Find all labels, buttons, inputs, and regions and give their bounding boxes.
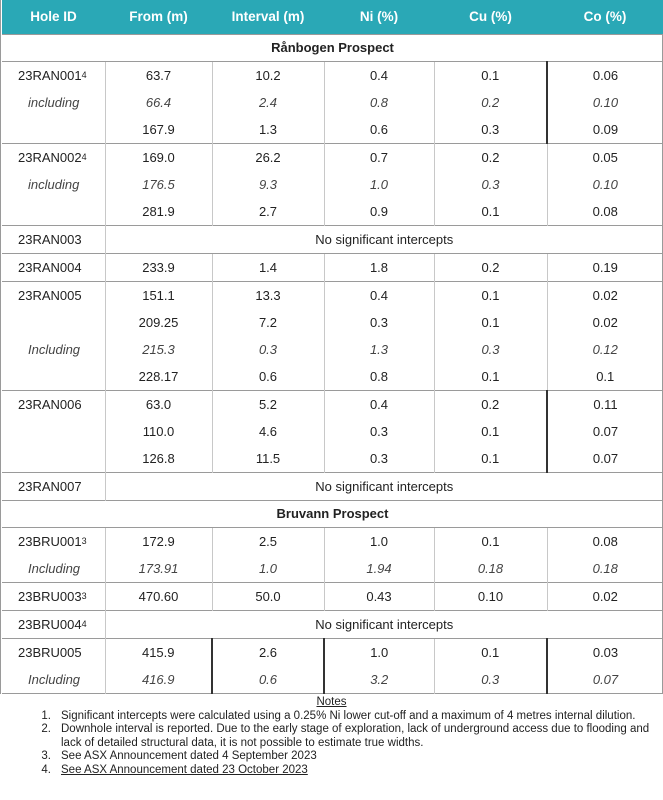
table-row bbox=[2, 336, 663, 363]
ni-cell: 0.8 bbox=[324, 363, 434, 391]
note-item bbox=[1, 723, 652, 750]
table-row bbox=[2, 528, 663, 556]
table-row bbox=[2, 639, 663, 667]
hole-id-cell: 23RAN004 bbox=[2, 254, 105, 282]
notes-title: Notes bbox=[316, 696, 347, 708]
cu-cell: 0.3 bbox=[434, 666, 547, 694]
interval-cell: 13.3 bbox=[212, 282, 324, 310]
cu-cell: 0.18 bbox=[434, 555, 547, 583]
table-row bbox=[2, 89, 663, 116]
hole-id-cell: including bbox=[28, 94, 80, 110]
table-row bbox=[2, 254, 663, 282]
ni-cell: 0.7 bbox=[324, 144, 434, 172]
ni-cell: 0.3 bbox=[324, 418, 434, 445]
note-item bbox=[1, 750, 652, 764]
ni-cell: 0.9 bbox=[324, 198, 434, 226]
note-number: 4. bbox=[41, 763, 51, 776]
table-row bbox=[2, 309, 663, 336]
hole-id-cell bbox=[2, 418, 105, 445]
interval-cell: 2.7 bbox=[212, 198, 324, 226]
cu-cell: 0.2 bbox=[434, 254, 547, 282]
from-cell: 110.0 bbox=[105, 418, 212, 445]
ni-cell: 0.43 bbox=[324, 583, 434, 611]
co-cell: 0.11 bbox=[547, 391, 663, 419]
interval-cell: 2.6 bbox=[212, 639, 324, 667]
from-cell: 172.9 bbox=[105, 528, 212, 556]
note-link[interactable]: See ASX Announcement dated 23 October 2023 bbox=[61, 763, 308, 776]
interval-cell: 10.2 bbox=[212, 62, 324, 90]
cu-cell: 0.1 bbox=[434, 198, 547, 226]
table-row bbox=[2, 445, 663, 473]
note-number: 3. bbox=[41, 750, 51, 762]
ni-cell: 0.8 bbox=[324, 89, 434, 116]
drill-intercepts-table bbox=[2, 0, 663, 694]
co-cell: 0.19 bbox=[547, 254, 663, 282]
interval-cell: 0.3 bbox=[212, 336, 324, 363]
hole-id-cell: 23RAN006 bbox=[2, 391, 105, 419]
co-cell: 0.1 bbox=[547, 363, 663, 391]
note-number: 1. bbox=[41, 709, 51, 722]
table-row bbox=[2, 198, 663, 226]
note-text: Significant intercepts were calculated using a 0.25% Ni lower cut-off and a maximum of 4 metres internal dilution. bbox=[61, 709, 636, 722]
co-cell: 0.02 bbox=[547, 583, 663, 611]
co-cell: 0.18 bbox=[547, 555, 663, 583]
table-row bbox=[2, 555, 663, 583]
from-cell: 415.9 bbox=[105, 639, 212, 667]
hole-id-cell bbox=[2, 363, 105, 391]
ni-cell: 0.6 bbox=[324, 116, 434, 144]
hole-id-cell bbox=[2, 198, 105, 226]
interval-cell: 26.2 bbox=[212, 144, 324, 172]
co-cell: 0.08 bbox=[547, 198, 663, 226]
ni-cell: 1.8 bbox=[324, 254, 434, 282]
from-cell: 173.91 bbox=[105, 555, 212, 583]
hole-id-cell: 23RAN005 bbox=[2, 282, 105, 310]
cu-cell: 0.1 bbox=[434, 282, 547, 310]
co-cell: 0.09 bbox=[547, 116, 663, 144]
table-row bbox=[2, 62, 663, 90]
interval-cell: 0.6 bbox=[212, 363, 324, 391]
cu-cell: 0.1 bbox=[434, 639, 547, 667]
from-cell: 167.9 bbox=[105, 116, 212, 144]
table-row bbox=[2, 363, 663, 391]
hole-id-cell bbox=[2, 309, 105, 336]
ni-cell: 0.3 bbox=[324, 445, 434, 473]
co-cell: 0.02 bbox=[547, 309, 663, 336]
table-row bbox=[2, 116, 663, 144]
co-cell: 0.07 bbox=[547, 666, 663, 694]
ni-cell: 1.0 bbox=[324, 639, 434, 667]
hole-id-cell: Including bbox=[28, 560, 81, 576]
note-text: See ASX Announcement dated 4 September 2023 bbox=[61, 750, 317, 762]
hole-id-cell: Including bbox=[28, 341, 81, 357]
note-item bbox=[1, 764, 652, 778]
hole-id-cell: 23BRU005 bbox=[2, 639, 105, 667]
ni-cell: 1.0 bbox=[324, 171, 434, 198]
from-cell: 66.4 bbox=[105, 89, 212, 116]
note-number: 2. bbox=[41, 723, 51, 735]
hole-id-cell: $23RAN002^4$ bbox=[2, 144, 105, 172]
table-row bbox=[2, 171, 663, 198]
cu-cell: 0.1 bbox=[434, 309, 547, 336]
cu-cell: 0.1 bbox=[434, 528, 547, 556]
interval-cell: 2.4 bbox=[212, 89, 324, 116]
section-row-ranbogen bbox=[2, 35, 663, 62]
ni-cell: 1.0 bbox=[324, 528, 434, 556]
table-row bbox=[2, 611, 663, 639]
interval-cell: 11.5 bbox=[212, 445, 324, 473]
co-cell: 0.08 bbox=[547, 528, 663, 556]
co-cell: 0.03 bbox=[547, 639, 663, 667]
hole-id-cell: $23BRU003^3$ bbox=[2, 583, 105, 611]
ni-cell: 1.3 bbox=[324, 336, 434, 363]
co-cell: 0.06 bbox=[547, 62, 663, 90]
from-cell: 169.0 bbox=[105, 144, 212, 172]
from-cell: 281.9 bbox=[105, 198, 212, 226]
cu-cell: 0.1 bbox=[434, 363, 547, 391]
hole-id-cell: $23BRU001^3$ bbox=[2, 528, 105, 556]
co-cell: 0.10 bbox=[547, 89, 663, 116]
table-row bbox=[2, 226, 663, 254]
ni-cell: 3.2 bbox=[324, 666, 434, 694]
table-row bbox=[2, 666, 663, 694]
hole-id-cell: $23BRU004^4$ bbox=[2, 611, 105, 639]
no-significant-intercepts-cell: No significant intercepts bbox=[105, 473, 663, 501]
cu-cell: 0.1 bbox=[434, 418, 547, 445]
hole-id-cell: $23RAN001^4$ bbox=[2, 62, 105, 90]
from-cell: 228.17 bbox=[105, 363, 212, 391]
notes-section bbox=[1, 694, 662, 777]
cu-cell: 0.3 bbox=[434, 116, 547, 144]
from-cell: 233.9 bbox=[105, 254, 212, 282]
from-cell: 470.60 bbox=[105, 583, 212, 611]
hole-id-cell: Including bbox=[28, 671, 81, 687]
from-cell: 126.8 bbox=[105, 445, 212, 473]
hole-id-cell bbox=[2, 116, 105, 144]
from-cell: 63.7 bbox=[105, 62, 212, 90]
ni-cell: 0.3 bbox=[324, 309, 434, 336]
interval-cell: 5.2 bbox=[212, 391, 324, 419]
from-cell: 215.3 bbox=[105, 336, 212, 363]
no-significant-intercepts-cell: No significant intercepts bbox=[105, 226, 663, 254]
note-text: Downhole interval is reported. Due to the early stage of exploration, lack of underground access due to flooding and lack of detailed structural data, it is not possible to estimate true widths. bbox=[61, 723, 650, 749]
header-from: From (m) bbox=[105, 0, 212, 35]
interval-cell: 2.5 bbox=[212, 528, 324, 556]
interval-cell: 1.3 bbox=[212, 116, 324, 144]
note-item bbox=[1, 710, 652, 724]
co-cell: 0.07 bbox=[547, 418, 663, 445]
co-cell: 0.07 bbox=[547, 445, 663, 473]
hole-id-cell bbox=[2, 445, 105, 473]
cu-cell: 0.2 bbox=[434, 391, 547, 419]
interval-cell: 4.6 bbox=[212, 418, 324, 445]
header-ni: Ni (%) bbox=[324, 0, 434, 35]
interval-cell: 1.0 bbox=[212, 555, 324, 583]
notes-list bbox=[1, 710, 662, 778]
interval-cell: 0.6 bbox=[212, 666, 324, 694]
section-title: Rånbogen Prospect bbox=[2, 35, 663, 62]
co-cell: 0.02 bbox=[547, 282, 663, 310]
interval-cell: 50.0 bbox=[212, 583, 324, 611]
cu-cell: 0.1 bbox=[434, 62, 547, 90]
table-row bbox=[2, 473, 663, 501]
interval-cell: 9.3 bbox=[212, 171, 324, 198]
co-cell: 0.05 bbox=[547, 144, 663, 172]
ni-cell: 1.94 bbox=[324, 555, 434, 583]
hole-id-cell: 23RAN003 bbox=[2, 226, 105, 254]
ni-cell: 0.4 bbox=[324, 62, 434, 90]
table-header-row bbox=[2, 0, 663, 35]
header-interval: Interval (m) bbox=[212, 0, 324, 35]
table-row bbox=[2, 282, 663, 310]
cu-cell: 0.3 bbox=[434, 171, 547, 198]
cu-cell: 0.1 bbox=[434, 445, 547, 473]
co-cell: 0.10 bbox=[547, 171, 663, 198]
header-cu: Cu (%) bbox=[434, 0, 547, 35]
hole-id-cell: including bbox=[28, 176, 80, 192]
section-title: Bruvann Prospect bbox=[2, 501, 663, 528]
hole-id-cell: 23RAN007 bbox=[2, 473, 105, 501]
cu-cell: 0.2 bbox=[434, 144, 547, 172]
cu-cell: 0.2 bbox=[434, 89, 547, 116]
from-cell: 209.25 bbox=[105, 309, 212, 336]
from-cell: 151.1 bbox=[105, 282, 212, 310]
from-cell: 176.5 bbox=[105, 171, 212, 198]
no-significant-intercepts-cell: No significant intercepts bbox=[105, 611, 663, 639]
cu-cell: 0.10 bbox=[434, 583, 547, 611]
table-row bbox=[2, 144, 663, 172]
header-hole-id: Hole ID bbox=[2, 0, 105, 35]
from-cell: 416.9 bbox=[105, 666, 212, 694]
from-cell: 63.0 bbox=[105, 391, 212, 419]
header-co: Co (%) bbox=[547, 0, 663, 35]
interval-cell: 1.4 bbox=[212, 254, 324, 282]
table-row bbox=[2, 583, 663, 611]
cu-cell: 0.3 bbox=[434, 336, 547, 363]
co-cell: 0.12 bbox=[547, 336, 663, 363]
ni-cell: 0.4 bbox=[324, 282, 434, 310]
section-row-bruvann bbox=[2, 501, 663, 528]
table-row bbox=[2, 391, 663, 419]
table-row bbox=[2, 418, 663, 445]
interval-cell: 7.2 bbox=[212, 309, 324, 336]
ni-cell: 0.4 bbox=[324, 391, 434, 419]
